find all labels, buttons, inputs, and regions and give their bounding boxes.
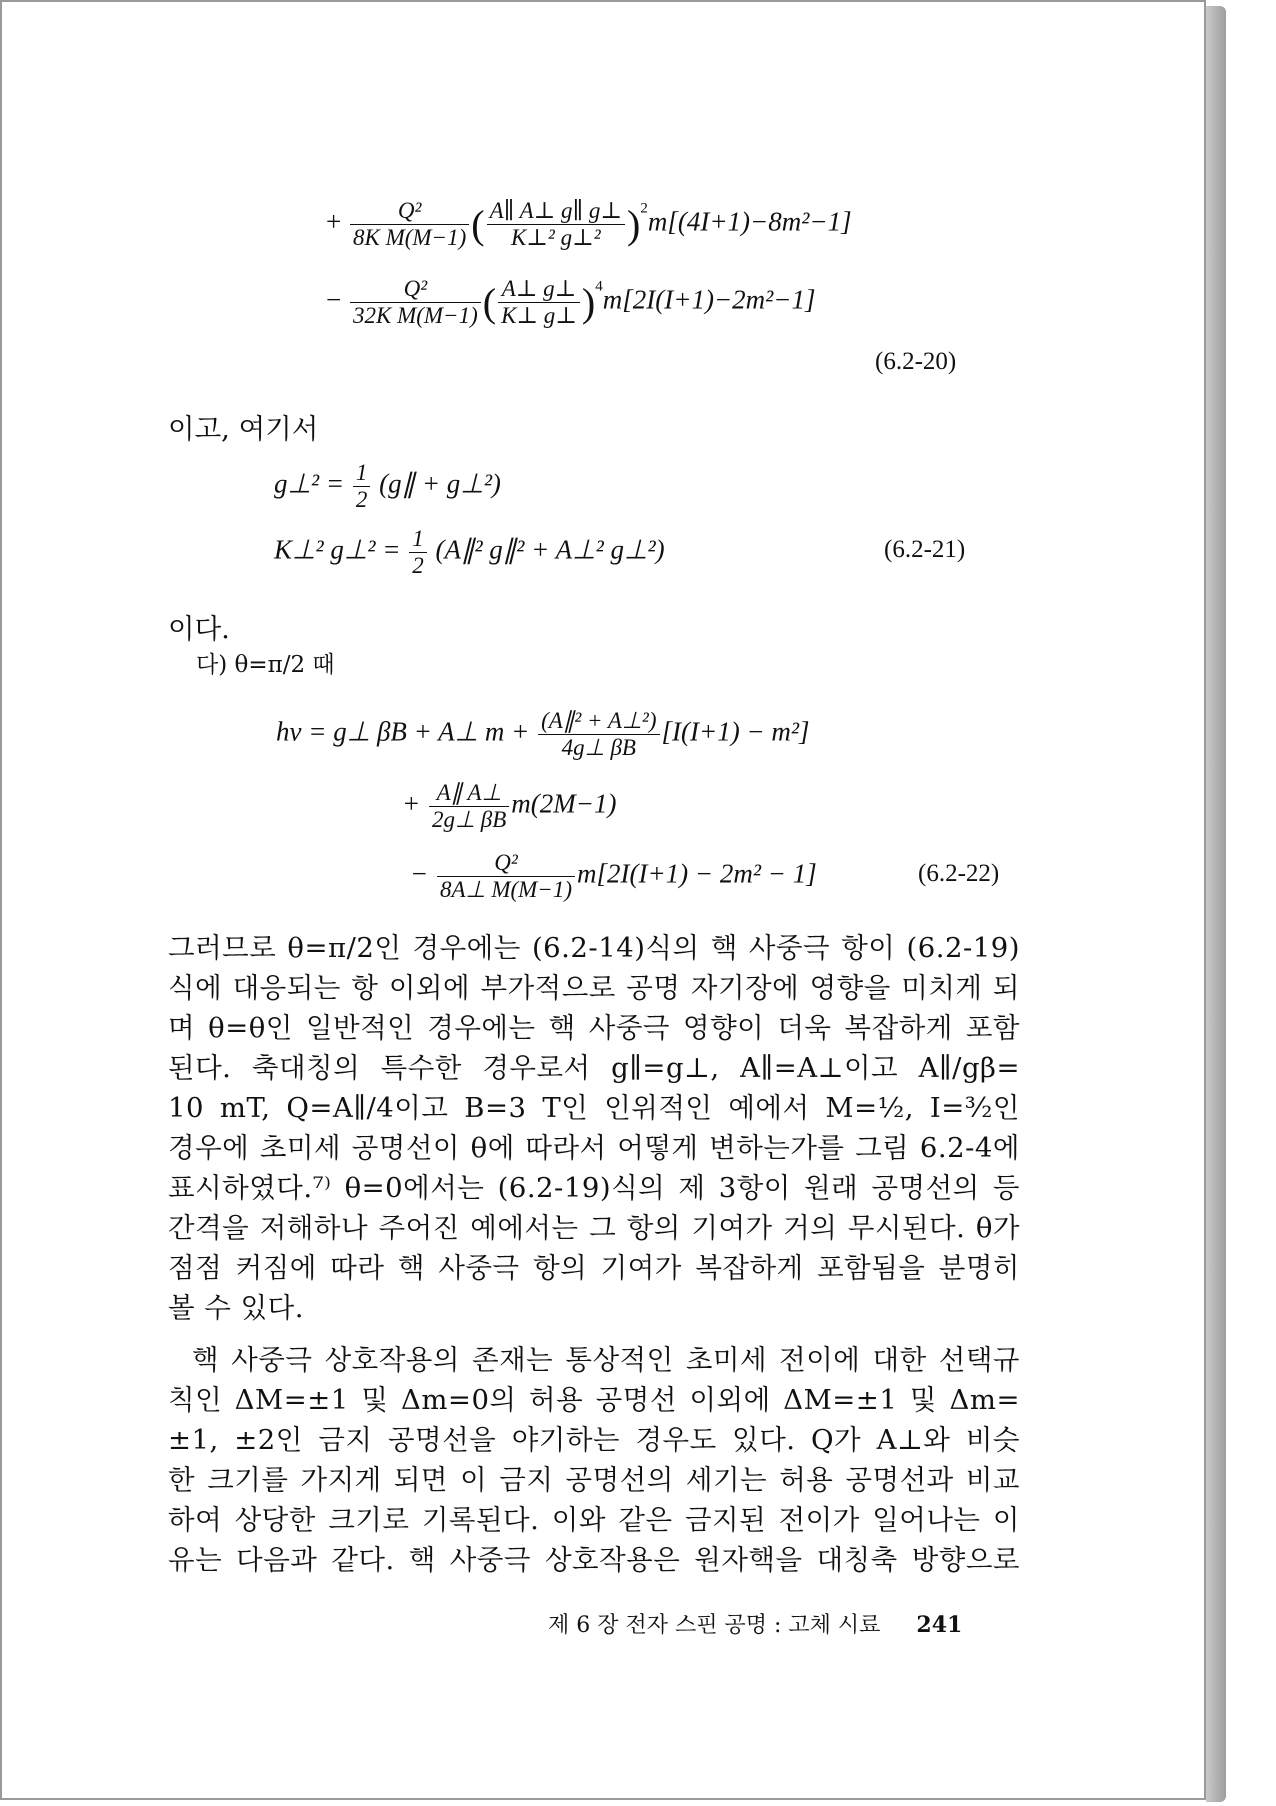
case-label: 다) θ=π/2 때: [196, 652, 335, 678]
eq-tail: m(2M−1): [511, 788, 617, 819]
page-footer: [548, 1608, 962, 1639]
eq-rhs: (A∥² g∥² + A⊥² g⊥²): [435, 534, 665, 565]
eq-sign: +: [402, 788, 421, 819]
frac-denominator: 2: [353, 486, 371, 513]
eq-lhs: g⊥² =: [274, 468, 345, 499]
eq-lhs: K⊥² g⊥² =: [274, 534, 401, 565]
equation-number: (6.2-20): [875, 348, 957, 375]
eq-rhs: (g∥ + g⊥²): [379, 468, 501, 499]
eq-sign: +: [326, 206, 342, 237]
frac-denominator: 32K M(M−1): [350, 302, 481, 329]
text-line: 간격을 저해하나 주어진 예에서는 그 항의 기여가 거의 무시된다. θ가: [168, 1212, 1020, 1244]
eq-sign: −: [326, 284, 342, 315]
frac-numerator: A∥ A⊥: [436, 780, 502, 805]
frac-denominator: 8K M(M−1): [350, 224, 469, 251]
frac-denominator: 2g⊥ βB: [429, 806, 509, 833]
text-line: 10 mT, Q=A∥/4이고 B=3 T인 인위적인 예에서 M=½, I=³⁄₂인: [168, 1092, 1020, 1124]
frac-numerator: (A∥² + A⊥²): [541, 708, 657, 733]
frac-numerator: Q²: [397, 198, 422, 223]
frac-numerator: 1: [412, 526, 424, 551]
eq-tail: m[(4I+1)−8m²−1]: [647, 206, 852, 237]
text-line: 칙인 ΔM=±1 및 Δm=0의 허용 공명선 이외에 ΔM=±1 및 Δm=: [168, 1384, 1020, 1416]
paragraph-2: [168, 1340, 1020, 1580]
equation-6-2-22-line-3: [410, 850, 817, 903]
equation-6-2-21-line-2: [274, 526, 665, 579]
text-line: 하여 상당한 크기로 기록된다. 이와 같은 금지된 전이가 일어나는 이: [168, 1504, 1020, 1536]
chapter-title: 제 6 장 전자 스핀 공명 : 고체 시료: [548, 1613, 881, 1638]
eq-lhs: hν = g⊥ βB + A⊥ m +: [276, 716, 530, 747]
text-line: 점점 커짐에 따라 핵 사중극 항의 기여가 복잡하게 포함됨을 분명히: [168, 1252, 1020, 1284]
equation-number: (6.2-21): [884, 536, 966, 563]
eq-sign: −: [410, 858, 429, 889]
frac-numerator: Q²: [494, 850, 518, 875]
text-line: ±1, ±2인 금지 공명선을 야기하는 경우도 있다. Q가 A⊥와 비슷: [168, 1424, 1020, 1456]
text-line: 유는 다음과 같다. 핵 사중극 상호작용은 원자핵을 대칭축 방향으로: [168, 1544, 1020, 1576]
page-edge-shadow: [1206, 6, 1226, 1802]
equation-number: (6.2-22): [918, 860, 1000, 887]
text-line: 표시하였다.⁷⁾ θ=0에서는 (6.2-19)식의 제 3항이 원래 공명선의 등: [168, 1172, 1020, 1204]
equation-6-2-22-line-1: [276, 708, 810, 761]
equation-6-2-20-line-1: + $\frac{\text{Q²}}{\text{8K M(M−1)}}$ ( $\frac{A\parallel A\perp g\parallel g\perp}{\text{K⊥² g⊥²}}$ )$^2$m[(4I+1)−8m²−1]: [326, 198, 852, 250]
eq-tail: [I(I+1) − m²]: [661, 716, 810, 747]
text-line: 핵 사중극 상호작용의 존재는 통상적인 초미세 전이에 대한 선택규: [192, 1344, 1020, 1376]
equation-6-2-22-line-2: [402, 780, 616, 833]
eq-tail: m[2I(I+1)−2m²−1]: [602, 284, 816, 315]
frac-numerator: A⊥ g⊥: [501, 276, 577, 301]
frac-denominator: K⊥ g⊥: [498, 302, 580, 329]
equation-6-2-20-line-2: − $\frac{\text{Q²}}{\text{32K M(M−1)}}$ ( $\frac{A\perp g\perp}{K\perp g\perp}$ )$^4$m[2I(I+1)−2m²−1]: [326, 276, 816, 328]
eq-power: 4: [595, 278, 603, 295]
text-line: 식에 대응되는 항 이외에 부가적으로 공명 자기장에 영향을 미치게 되: [168, 972, 1020, 1004]
text-line: 며 θ=θ인 일반적인 경우에는 핵 사중극 영향이 더욱 복잡하게 포함: [168, 1012, 1020, 1044]
page-number: 241: [916, 1612, 963, 1638]
equation-6-2-21-line-1: [274, 460, 501, 513]
text-line: 그러므로 θ=π/2인 경우에는 (6.2-14)식의 핵 사중극 항이 (6.2-19): [168, 932, 1020, 964]
text-where: 이고, 여기서: [168, 413, 319, 445]
frac-denominator: 8A⊥ M(M−1): [437, 876, 575, 903]
paragraph-1: [168, 928, 1020, 1328]
frac-numerator: Q²: [403, 276, 428, 301]
frac-denominator: 2: [409, 552, 427, 579]
text-line: 경우에 초미세 공명선이 θ에 따라서 어떻게 변하는가를 그림 6.2-4에: [168, 1132, 1020, 1164]
eq-tail: m[2I(I+1) − 2m² − 1]: [576, 858, 817, 889]
text-line: 된다. 축대칭의 특수한 경우로서 g∥=g⊥, A∥=A⊥이고 A∥/gβ=: [168, 1052, 1020, 1084]
text-line: 한 크기를 가지게 되면 이 금지 공명선의 세기는 허용 공명선과 비교: [168, 1464, 1020, 1496]
text-ida: 이다.: [168, 613, 230, 645]
frac-denominator: K⊥² g⊥²: [487, 224, 625, 251]
frac-numerator: A∥ A⊥ g∥ g⊥: [489, 198, 623, 223]
eq-power: 2: [640, 200, 648, 217]
text-line: 볼 수 있다.: [168, 1292, 304, 1324]
frac-numerator: 1: [355, 460, 368, 485]
frac-denominator: 4g⊥ βB: [538, 734, 659, 761]
